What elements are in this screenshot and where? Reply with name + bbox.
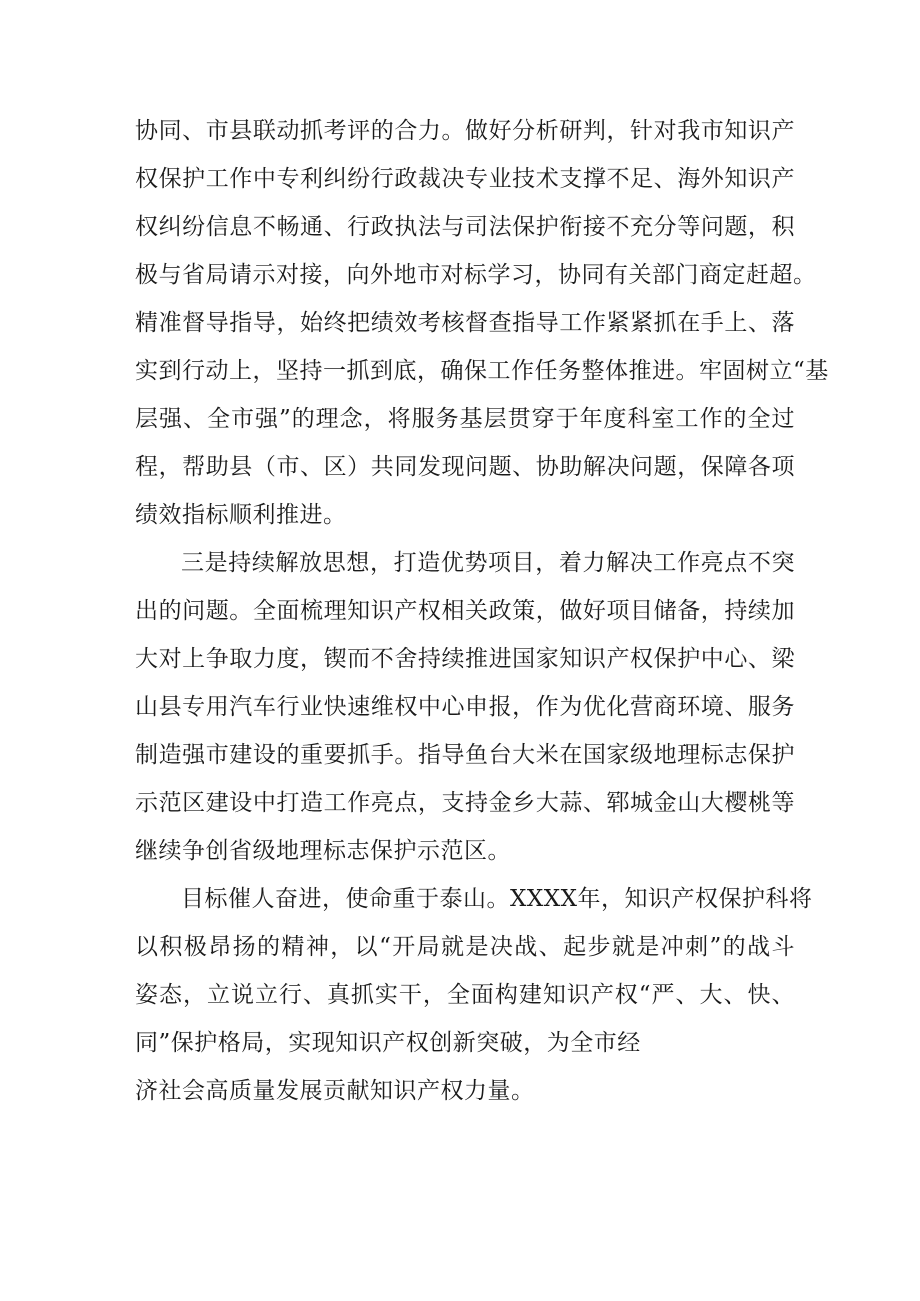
text-line: 大对上争取力度，锲而不舍持续推进国家知识产权保护中心、梁 — [135, 646, 795, 672]
text-line: 权纠纷信息不畅通、行政执法与司法保护衔接不充分等问题，积 — [135, 214, 795, 240]
paragraph-3 — [135, 875, 813, 1115]
document-body — [135, 107, 829, 1115]
text-line: 济社会高质量发展贡献知识产权力量。 — [135, 1078, 535, 1104]
text-line: 出的问题。全面梳理知识产权相关政策，做好项目储备，持续加 — [135, 598, 795, 624]
text-line: 协同、市县联动抓考评的合力。做好分析研判，针对我市知识产 — [135, 118, 795, 144]
text-line: 示范区建设中打造工作亮点，支持金乡大蒜、郓城金山大樱桃等 — [135, 790, 795, 816]
text-line: 三是持续解放思想，打造优势项目，着力解决工作亮点不突 — [181, 550, 795, 576]
text-line: 极与省局请示对接，向外地市对标学习，协同有关部门商定赶超。 — [135, 262, 817, 288]
text-line: 以积极昂扬的精神，以“开局就是决战、起步就是冲刺”的战斗 — [135, 934, 795, 960]
text-line: 山县专用汽车行业快速维权中心申报，作为优化营商环境、服务 — [135, 694, 795, 720]
text-line: 绩效指标顺利推进。 — [135, 502, 347, 528]
text-line: 精准督导指导，始终把绩效考核督查指导工作紧紧抓在手上、落 — [135, 310, 795, 336]
text-line: 同”保护格局，实现知识产权创新突破，为全市经 — [135, 1030, 641, 1056]
text-line: 层强、全市强”的理念，将服务基层贯穿于年度科室工作的全过 — [135, 406, 795, 432]
text-line: 姿态，立说立行、真抓实干，全面构建知识产权“严、大、快、 — [135, 982, 795, 1008]
text-line: 继续争创省级地理标志保护示范区。 — [135, 838, 511, 864]
text-line: 程，帮助县（市、区）共同发现问题、协助解决问题，保障各项 — [135, 454, 795, 480]
text-line: 实到行动上，坚持一抓到底，确保工作任务整体推进。牢固树立“基 — [135, 358, 829, 384]
text-line: 制造强市建设的重要抓手。指导鱼台大米在国家级地理标志保护 — [135, 742, 795, 768]
text-line: 权保护工作中专利纠纷行政裁决专业技术支撑不足、海外知识产 — [135, 166, 795, 192]
paragraph-1 — [135, 107, 829, 539]
text-line: 目标催人奋进，使命重于泰山。XXXX年，知识产权保护科将 — [181, 886, 813, 912]
paragraph-2 — [135, 539, 795, 875]
